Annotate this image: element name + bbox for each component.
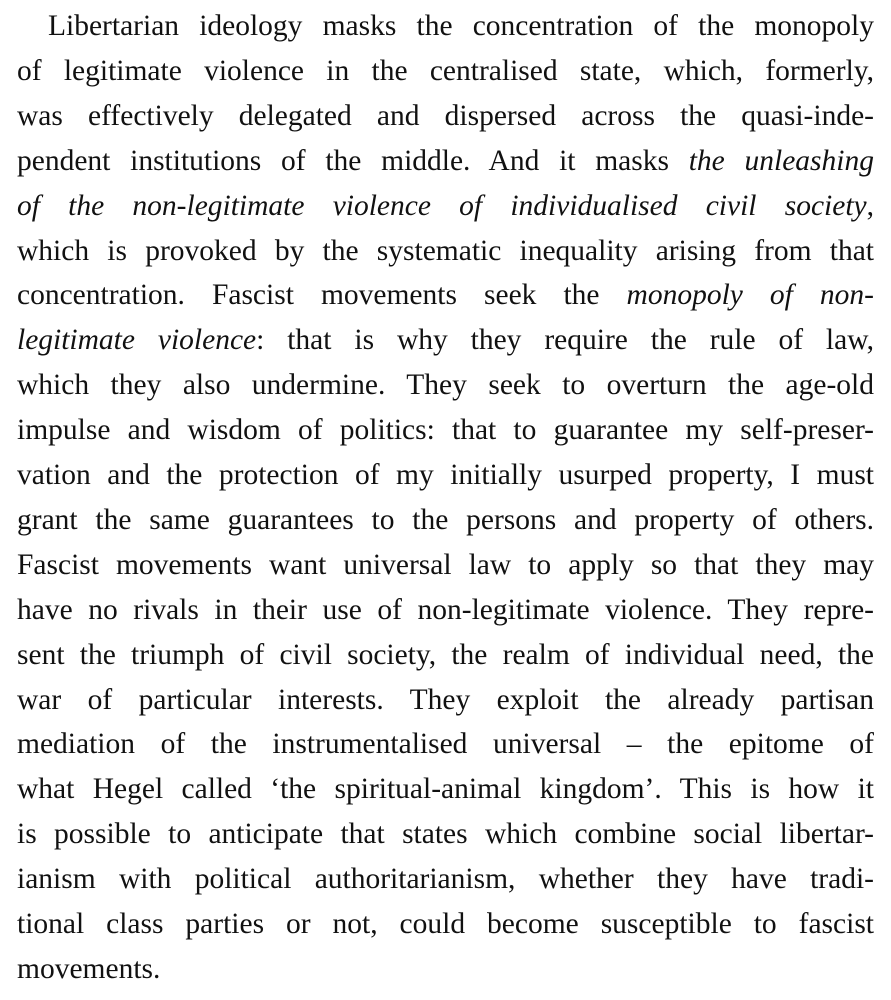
text-line — [17, 452, 874, 498]
text-segment: Fascist movements want universal law to apply so that they may — [17, 548, 874, 581]
text-segment: pendent institutions of the middle. And it masks — [17, 144, 689, 177]
text-segment: was effectively delegated and dispersed across the quasi-inde- — [17, 99, 874, 132]
italic-text-segment: legitimate violence — [17, 324, 257, 357]
text-line — [17, 856, 874, 902]
text-line — [17, 272, 874, 318]
text-segment: tional class parties or not, could become susceptible to fascist — [17, 908, 874, 940]
text-segment: have no rivals in their use of non-legitimate violence. They repre- — [17, 593, 874, 626]
text-line — [17, 587, 874, 633]
text-line — [17, 93, 874, 139]
text-segment: grant the same guarantees to the persons and property of others. — [17, 503, 874, 536]
text-segment: movements. — [17, 952, 161, 985]
text-segment: sent the triumph of civil society, the realm of individual need, the — [17, 638, 874, 671]
text-line — [17, 766, 874, 812]
text-segment: mediation of the instrumentalised universal – the epitome of — [17, 728, 874, 761]
text-segment: : that is why they require the rule of law, — [256, 324, 874, 357]
text-segment: , — [866, 189, 874, 222]
text-line — [17, 317, 874, 363]
text-segment: of legitimate violence in the centralised state, which, formerly, — [17, 54, 874, 87]
text-line — [17, 228, 874, 274]
italic-text-segment: of the non-legitimate violence of individualised civil society — [17, 189, 867, 222]
text-line — [17, 811, 874, 857]
text-segment: impulse and wisdom of politics: that to guarantee my self-preser- — [17, 414, 874, 447]
text-line — [17, 632, 874, 678]
text-segment: war of particular interests. They exploit the already partisan — [17, 683, 874, 716]
text-segment: ianism with political authoritarianism, whether they have tradi- — [17, 863, 874, 896]
text-line — [17, 362, 874, 408]
text-segment: Libertarian ideology masks the concentration of the monopoly — [48, 10, 874, 42]
text-line — [17, 138, 874, 184]
text-line — [17, 497, 874, 543]
text-segment: which they also undermine. They seek to overturn the age-old — [17, 369, 874, 402]
text-line — [48, 3, 874, 49]
italic-text-segment: monopoly of non- — [626, 279, 874, 312]
text-line — [17, 48, 874, 94]
text-line — [17, 901, 874, 947]
text-line — [17, 407, 874, 453]
text-line — [17, 677, 874, 723]
text-segment: concentration. Fascist movements seek the — [17, 279, 627, 312]
text-line — [17, 946, 874, 992]
text-segment: is possible to anticipate that states which combine social libertar- — [17, 818, 874, 851]
text-line — [17, 721, 874, 767]
text-segment: which is provoked by the systematic inequality arising from that — [17, 234, 874, 267]
italic-text-segment: the unleashing — [688, 144, 874, 177]
text-line — [17, 542, 874, 588]
text-segment: what Hegel called ‘the spiritual-animal kingdom’. This is how it — [17, 773, 874, 806]
text-line — [17, 183, 874, 229]
text-segment: vation and the protection of my initially usurped property, I must — [17, 459, 874, 491]
